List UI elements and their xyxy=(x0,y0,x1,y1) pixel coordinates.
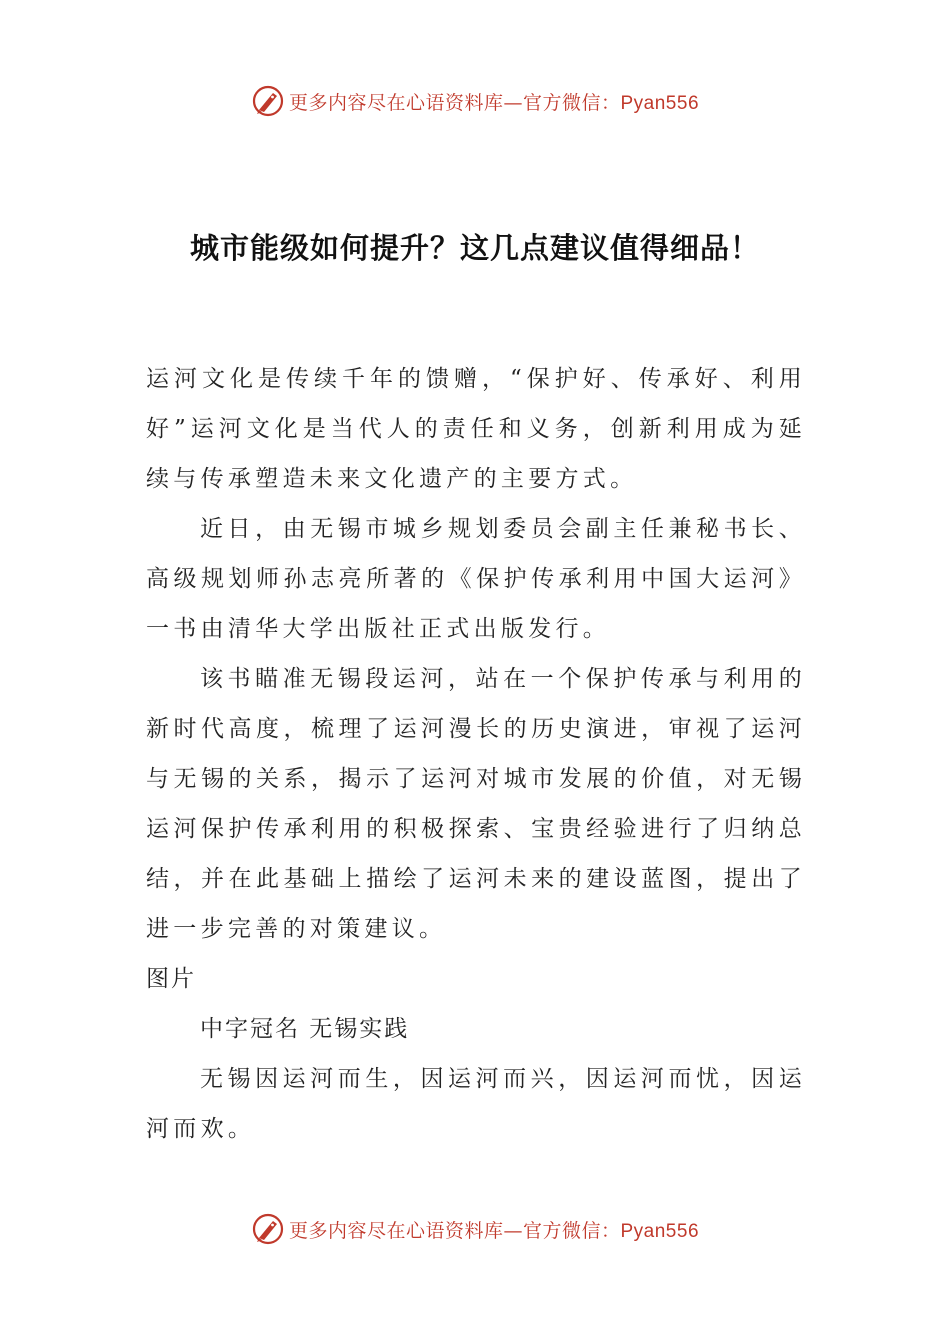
footer-banner xyxy=(0,1212,950,1246)
banner-wechat-label: —官方微信： xyxy=(503,91,621,114)
banner-wechat-id: Pyan556 xyxy=(620,92,700,114)
banner-site-name: 更多内容尽在心语资料库 xyxy=(288,1219,504,1242)
image-placeholder-label: 图片 xyxy=(146,966,196,992)
paragraph-3: 该书瞄准无锡段运河，站在一个保护传承与利用的新时代高度，梳理了运河漫长的历史演进，审视了运河与无锡的关系，揭示了运河对城市发展的价值，对无锡运河保护传承利用的积极探索、宝贵经验进行了归纳总结，并在此基础上描绘了运河未来的建设蓝图，提出了进一步完善的对策建议。 xyxy=(146,666,806,942)
banner-text xyxy=(289,1216,699,1243)
article-title: 城市能级如何提升？这几点建议值得细品！ xyxy=(189,231,760,265)
section-heading: 中字冠名 无锡实践 xyxy=(200,1016,410,1042)
article-body xyxy=(146,354,806,1154)
banner-wechat-label: —官方微信： xyxy=(503,1219,621,1242)
banner-wechat-id: Pyan556 xyxy=(620,1220,700,1242)
paragraph-2: 近日，由无锡市城乡规划委员会副主任兼秘书长、高级规划师孙志亮所著的《保护传承利用中国大运河》一书由清华大学出版社正式出版发行。 xyxy=(146,516,806,642)
pen-nib-logo-icon xyxy=(251,84,285,118)
banner-text xyxy=(289,88,699,115)
paragraph-1: 运河文化是传续千年的馈赠，“保护好、传承好、利用好”运河文化是当代人的责任和义务，创新利用成为延续与传承塑造未来文化遗产的主要方式。 xyxy=(146,366,806,492)
paragraph-4: 无锡因运河而生，因运河而兴，因运河而忧，因运河而欢。 xyxy=(146,1066,806,1142)
pen-nib-logo-icon xyxy=(251,1212,285,1246)
banner-site-name: 更多内容尽在心语资料库 xyxy=(288,91,504,114)
header-banner xyxy=(0,84,950,118)
